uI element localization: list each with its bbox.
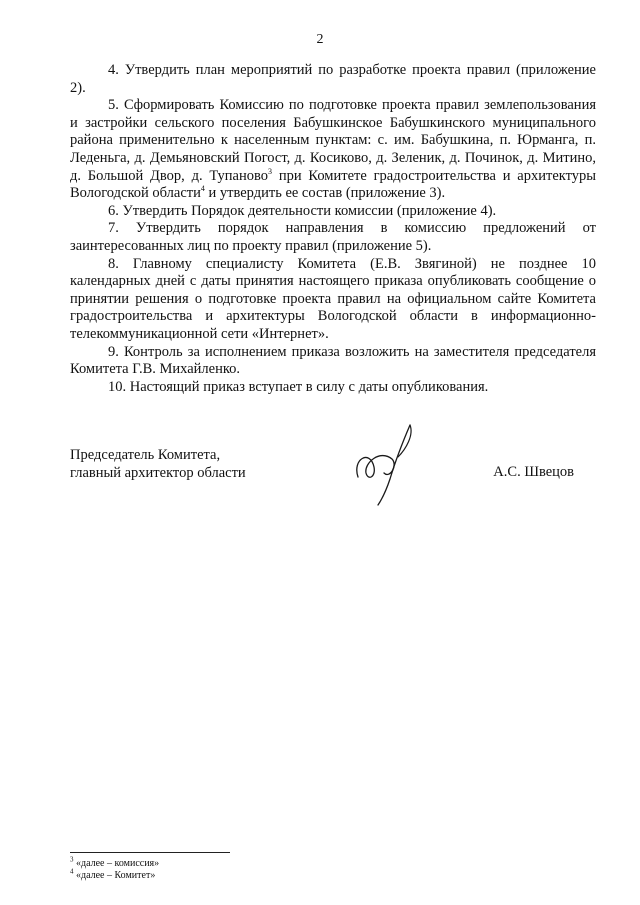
footnotes bbox=[70, 855, 160, 882]
footnote-number: 3 bbox=[70, 855, 74, 864]
signatory-title-line-1: Председатель Комитета, bbox=[70, 447, 221, 463]
signatory-title-line-2: главный архитектор области bbox=[70, 464, 246, 481]
paragraph-text: и утвердить ее состав (приложение 3). bbox=[208, 185, 446, 202]
page-number: 2 bbox=[316, 32, 324, 47]
footnote-separator bbox=[70, 852, 230, 853]
document-body bbox=[70, 62, 596, 396]
paragraph-5 bbox=[70, 97, 596, 203]
paragraph-9 bbox=[70, 344, 596, 379]
paragraph-text: 5. Сформировать Комиссию по подготовке проекта правил землепользования и застройки сельского поселения Бабушкинское Бабушкинского муниципального района применительно к населенным пунктам: с. им. Бабушкина, п. Юрманга, п. Леденьга, д. Демьяновский Погост, д. Косиково, д. Зеленик, д. Починок, д. Митино, д. Большой Двор, д. Тупаново bbox=[70, 97, 596, 184]
signature-block bbox=[70, 447, 596, 537]
paragraph-4 bbox=[70, 62, 596, 97]
signatory-title bbox=[70, 447, 246, 482]
footnote-ref-3: 3 bbox=[268, 166, 272, 176]
footnote-ref-4: 4 bbox=[200, 184, 205, 194]
footnote-number: 4 bbox=[70, 867, 74, 876]
signatory-name: А.С. Швецов bbox=[493, 464, 574, 480]
paragraph-6 bbox=[70, 203, 596, 221]
paragraph-10 bbox=[70, 379, 596, 397]
paragraph-text: 10. Настоящий приказ вступает в силу с даты опубликования. bbox=[108, 378, 489, 395]
paragraph-text: 6. Утвердить Порядок деятельности комиссии (приложение 4). bbox=[108, 202, 497, 219]
footnote-text: «далее – Комитет» bbox=[76, 870, 156, 881]
paragraph-text: 8. Главному специалисту Комитета (Е.В. Звягиной) не позднее 10 календарных дней с даты принятия настоящего приказа опубликовать сообщение о принятии решения о подготовке проекта правил на официальном сайте Комитета градостроительства и архитектуры Вологодской области в информационно-телекоммуникационной сети «Интернет». bbox=[70, 255, 596, 342]
paragraph-text: 9. Контроль за исполнением приказа возложить на заместителя председателя Комитета Г.В. Михайленко. bbox=[70, 343, 596, 378]
paragraph-text: 7. Утвердить порядок направления в комиссию предложений от заинтересованных лиц по проекту правил (приложение 5). bbox=[70, 220, 596, 254]
handwritten-signature bbox=[340, 419, 430, 509]
paragraph-8 bbox=[70, 256, 596, 344]
paragraph-text: при Комитете градостроительства и архитектуры Вологодской области bbox=[70, 167, 596, 202]
paragraph-7 bbox=[70, 220, 596, 255]
paragraph-text: 4. Утвердить план мероприятий по разработке проекта правил (приложение 2). bbox=[70, 62, 596, 96]
footnote-4 bbox=[70, 867, 159, 882]
footnote-text: «далее – комиссия» bbox=[76, 858, 160, 869]
footnote-3 bbox=[70, 855, 160, 870]
